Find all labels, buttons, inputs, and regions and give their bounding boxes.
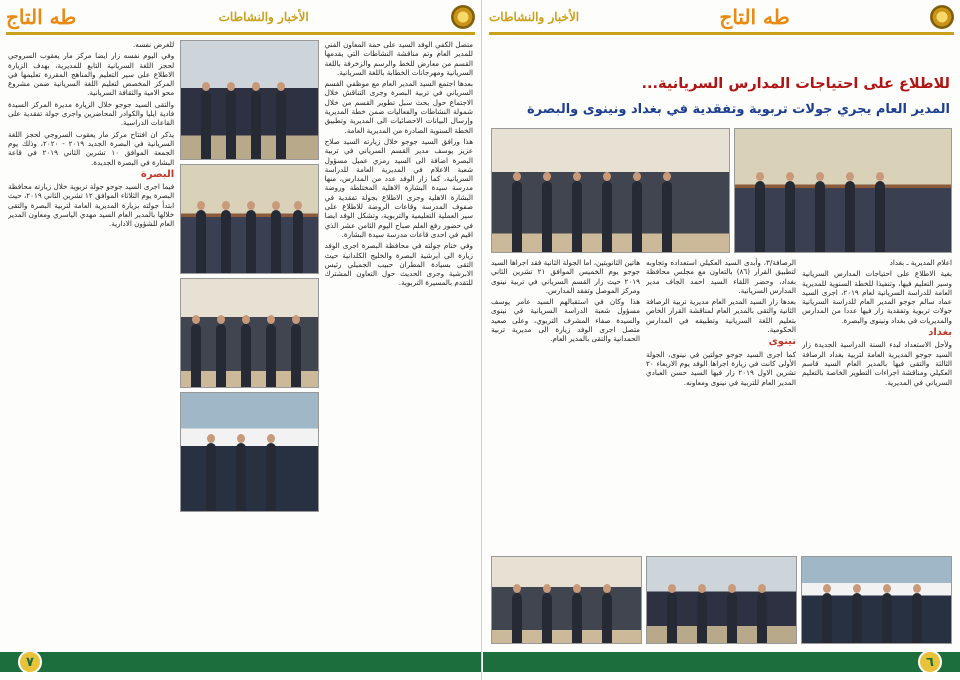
paragraph: بغية الاطلاع على احتياجات المدارس السريانية وسير التعليم فيها، وتنفيذا للخطة السنوية للمديرية العامة للدراسة السريانية لعام ٢٠١٩، اجرى السيد عماد سالم جوجو المدير العام للدراسة السريانية جولات تربوية وتفقدية زار فيها عددا من المدارس والمديريات في بغداد ونينوى والبصرة. [802,269,952,325]
photo-row-top [491,128,952,253]
photo-row-bottom [491,556,952,644]
photo-officials-3 [491,556,642,644]
photo-officials-1 [801,556,952,644]
subhead-basra: البصرة [140,168,175,180]
subhead-nineveh: نينوى [768,336,796,348]
masthead-left [6,4,475,30]
paragraph: والتقى السيد جوجو خلال الزيارة مديرة المركز السيدة فادية ايليا والكوادر المحاضرين واجرى جولة تفقدية على القاعات الدراسية. [8,99,175,128]
paragraph: هاتين الثانويتين، اما الجولة الثانية فقد اجراها السيد جوجو يوم الخميس الموافق ٢١ تشرين الثاني ٢٠١٩ حيث زار القسم السرياني في تربية نينوى ومركز الموصل وتفقد المدارس. [491,258,640,295]
masthead-right [489,4,954,30]
photo-office [180,392,318,512]
article-column-2 [8,40,174,644]
paragraph: ولأجل الاستعداد لبدء السنة الدراسية الجديدة زار السيد جوجو المديرية العامة لتربية بغداد الرصافة الثالثة والتقى فيها بالمدير العام السيد قاسم العكيلي ومناقشة اجراءات التطوير الخاصة بالتعليم السرياني في المديرية. [802,340,952,387]
masthead-divider [489,32,954,35]
footer-bar [483,652,960,672]
masthead-divider [6,32,475,35]
photo-delegation [491,128,730,253]
page-number: ٦ [918,650,942,674]
article-column-2 [646,258,796,550]
paragraph: هذا وكان في استقبالهم السيد عامر يوسف مسؤول شعبة الدراسة السريانية في نينوى والسيدة صفاء المشرف التربوي، وعلى صعيد متصل اجرى الوفد زيارة الى مديرية تربية الحمدانية والتقى بالمدير العام. [491,297,640,344]
subhead-baghdad: بغداد [928,327,952,339]
footer-bar [0,652,481,672]
section-title: الأخبار والنشاطات [218,10,309,24]
columns-left [8,40,473,644]
page-number: ٧ [18,650,42,674]
magazine-logo: طه التاج [6,5,77,29]
paragraph: متصل الكفي الوفد السيد على حمة المعاون الفني للمدير العام وتم مناقشة النشاطات التي يقدمها القسم من معارض للخط والرسم والزخرفة باللغة السريانية ومهرجانات الخطابة باللغة السريانية. [324,40,473,77]
magazine-logo: طه التاج [719,5,790,29]
article-column-3 [802,258,952,550]
headline-secondary: المدير العام يجري جولات تربوية وتفقدية في بغداد ونينوى والبصرة [526,102,950,117]
columns-right [491,258,952,550]
paragraph: فيما اجرى السيد جوجو جولة تربوية خلال زيارته محافظة البصرة يوم الثلاثاء الموافق ١٢ تشرين الثاني ٢٠١٩، حيث ابتدأ جولته بزيارة المديرية العامة لتربية البصرة والتقى خلالها بالمدير العام السيد مهدي الياسري ومعاون المدير العام للشؤون الادارية. [8,182,175,229]
paragraph: بعدها زار السيد المدير العام مديرية تربية الرصافة الثانية والتقى بالمدير العام لمناقشة القرار الخاص بتعليم اللغة السريانية وتطبيقه في المدارس الحكومية. [646,297,796,335]
section-title: الأخبار والنشاطات [489,10,580,24]
page-right [483,0,960,680]
photo-officials-2 [646,556,797,644]
paragraph: اعلام المديرية ـ بغداد [889,258,952,267]
paragraph: وفي ختام جولته في محافظة البصرة اجرى الوفد زيارة الى ابرشية البصرة والخليج الكلدانية حيث التقى بسيادة المطران حبيب الجميلي رئيس الابرشية وجرى الحديث حول التعاون المشترك للتقدم بالمسيرة التربوية. [324,241,473,288]
emblem-icon [930,5,954,29]
photo-classroom [180,40,318,160]
photo-column [180,40,318,644]
photo-group [180,164,318,274]
headline-primary: للاطلاع على احتياجات المدارس السريانية... [641,76,950,92]
article-column-1 [325,40,473,644]
paragraph: يذكر ان افتتاح مركز مار يعقوب السروجي لحجز اللغة السريانية في البصرة الجديد ٢٠١٩ - ٢٠٢٠، وذلك يوم الجمعة الموافق ١٠ تشرين الثاني ٢٠١٩ في قاعة البشارة في البصرة الجديدة. [8,129,175,167]
paragraph: الرصافة/٣، وأبدى السيد العكيلي استعداده وتجاوبه لتطبيق القرار (٨٦) بالتعاون مع مجلس محافظة بغداد، وحضر اللقاء السيد احمد الجاف مدير المدارس السريانية. [646,258,796,295]
photo-meeting [180,278,318,388]
paragraph: هذا ورافق السيد جوجو خلال زيارته السيد صلاح عزيز يوسف مدير القسم السرياني في تربية البصرة اضافة الى السيد رمزي عميل مسؤول شعبة الاعلام في المديرية العامة للدراسة السريانية، كما زار الوفد عدد من المدارس، منها مدرسة سيدة البشارة الاهلية المختلطة وروضة البشارة الاهلية وجرى الاطلاع بجولة تفقدية في صفوف المدرسة وقاعات الروضة للاطلاع على سير العملية التعليمية والتربوية، وتشكل الوفد ايضا في حضور رفع العلم صباح اليوم الثامن عشر الذي اقيم في احدى قاعات مدرسة سيدة البشارة. [324,136,473,239]
paragraph: وفي اليوم نفسه زار ايضا مركز مار يعقوب السروجي لحجز اللغة السريانية التابع للمديرية، بهدف الزيارة الاطلاع على سير التعليم والمناهج المقررة تعليمها في المركز المخصص لتعليم اللغة السريانية ضمن مشروع محو الامية والثقافة السريانية. [8,51,175,98]
photo-school-visit [734,128,952,253]
paragraph: بعدها اجتمع السيد المدير العام مع موظفي القسم السرياني في تربية البصرة وجرى التناقش خلال الاجتماع حول بحث سبل تطوير القسم من خلال شمولة النشاطات والفعاليات ضمن خطة المديرية وإرسال البيانات الاحصائيات الى المديرية وتطبيق الخطة السنوية الصادرة من المديرية العامة. [324,79,473,135]
paragraph: للغرض نفسه. [133,40,175,49]
article-column-1 [491,258,640,550]
emblem-icon [451,5,475,29]
paragraph: كما اجرى السيد جوجو جولتين في نينوى، الجولة الأولى كانت في زيارة اجراها الوفد يوم الاربعاء ٢٠ تشرين الاول ٢٠١٩ زار فيها السيد حسن العبادي المدير العام للتربية في نينوى ومعاونه. [646,349,796,387]
